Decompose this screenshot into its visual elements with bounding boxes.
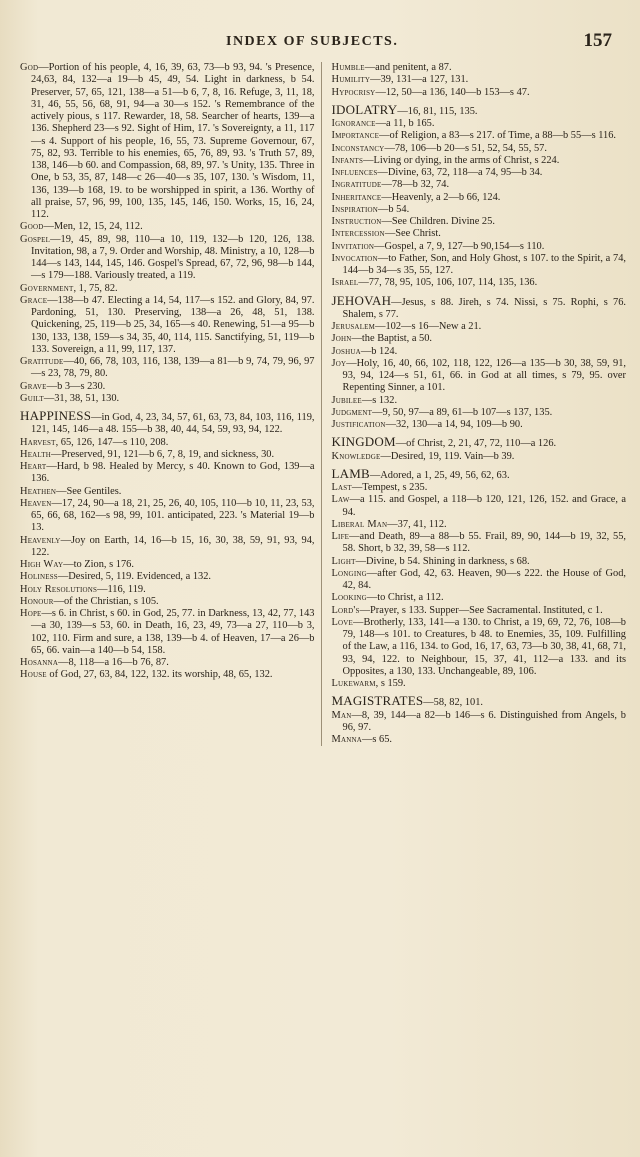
entry-references: —a 115. and Gospel, a 118—b 120, 121, 126, 152. and Grace, a 94. (342, 494, 626, 518)
index-entry (332, 277, 627, 289)
index-entry (332, 482, 627, 494)
entry-heading: Knowledge (331, 450, 381, 462)
index-entry (332, 192, 627, 204)
index-entry (20, 449, 315, 461)
entry-heading: Lukewarm (331, 678, 376, 689)
index-entry (20, 584, 315, 596)
entry-references: —31, 38, 51, 130. (43, 392, 120, 404)
index-entry (332, 519, 627, 531)
entry-heading: Good (20, 221, 44, 233)
entry-references: —Men, 12, 15, 24, 112. (43, 221, 143, 233)
entry-heading: Holy Resolutions (20, 583, 98, 595)
index-entry (332, 531, 627, 556)
page-header (0, 30, 640, 50)
index-entry (332, 592, 627, 604)
entry-references: , 1, 75, 82. (73, 282, 118, 294)
entry-references: —Tempest, s 235. (351, 482, 428, 493)
index-entry (332, 253, 627, 278)
entry-references: , s 159. (375, 678, 406, 689)
index-entry (20, 356, 315, 381)
left-column (20, 62, 322, 746)
entry-references: —Portion of his people, 4, 16, 39, 63, 73—b 93, 94. 's Presence, 24,63, 84, 132—a 19—b 45, 49, 54. Light in darkness, b 54. Preserver, 57, 65, 121, 138—a 51—b 6, 7, 8, 16. Refuge, 3, 11, 18, 31, 46, 55, 56, 68, 91, 94—a 30—s 152. 's Remembrance of the actively pious, s 117. Rewarder, 18, 58. Searcher of hearts, 139—a 136. Shepherd 23—s 92. Sight of Him, 17. 's Sovereignty, a 11, 117—s 4. Support of his people, 16, 55, 73. Supreme Governour, 67, 75, 82, 93. Terrible to his enemies, 65, 76, 89, 93. 's Truth 57, 89, 138, 146—b 60. and Compassion, 68, 89, 97. 's Unity, 135. Three in One, b 53, 35, 87, 148—c 26—40—s 35, 107, 130. 's Wisdom, 11, 136, 139—b 168, 19. to be worshipped in spirit, a 136. Worthy of all praise, 57, 96, 99, 100, 135, 145, 146, 150. Works, 15, 16, 24, 112. (31, 62, 315, 220)
entry-references: —Preserved, 91, 121—b 6, 7, 8, 19, and sickness, 30. (51, 448, 275, 460)
entry-heading: Ignorance (331, 118, 376, 129)
entry-references: , 65, 126, 147—s 110, 208. (55, 436, 169, 448)
index-entry (332, 228, 627, 240)
entry-heading: Guilt (20, 392, 44, 404)
entry-heading: Joshua (331, 345, 361, 357)
entry-heading: Infants (331, 154, 364, 166)
entry-heading: Liberal Man (331, 518, 388, 530)
entry-references: —9, 50, 97—a 89, 61—b 107—s 137, 135. (372, 406, 553, 418)
entry-references: —40, 66, 78, 103, 116, 138, 139—a 81—b 9, 74, 79, 96, 97—s 23, 78, 79, 80. (31, 356, 315, 380)
index-entry (20, 571, 315, 583)
entry-references: —to Christ, a 112. (366, 592, 444, 604)
right-column (330, 62, 627, 746)
entry-references: —s 132. (361, 394, 398, 406)
index-entry (332, 710, 627, 735)
entry-references: —See Gentiles. (56, 485, 122, 497)
index-entry (20, 535, 315, 560)
index-entry (332, 451, 627, 463)
entry-references: —s 6. in Christ, s 60. in God, 25, 77. in Darkness, 13, 42, 77, 143—a 30, 139—s 53, 60. in Death, 16, 23, 49, 73—a 27, 110—b 3, 102, 110. Firm and sure, a 138, 139—b 4. of Heaven, 17—a 26—b 65, 66. vain—a 140—b 54, 158. (31, 608, 315, 656)
index-entry (331, 465, 627, 482)
entry-references: —78, 106—b 20—s 51, 52, 54, 55, 57. (384, 142, 547, 154)
entry-references: —Jesus, s 88. Jireh, s 74. Nissi, s 75. Rophi, s 76. Shalem, s 77. (342, 296, 626, 320)
entry-heading: Intercession (331, 228, 385, 240)
index-entry (332, 734, 627, 746)
index-entry (332, 617, 627, 678)
index-entry (20, 608, 315, 657)
entry-heading: Ingratitude (331, 179, 382, 191)
index-entry (332, 358, 627, 395)
index-entry (332, 143, 627, 155)
entry-heading: Gratitude (20, 356, 64, 367)
entry-references: —Divine, 63, 72, 118—a 74, 95—b 34. (377, 167, 543, 178)
index-entry (20, 381, 315, 393)
entry-references: —in God, 4, 23, 34, 57, 61, 63, 73, 84, 103, 116, 119, 121, 145, 146—a 48. 155—b 38, 40, 44, 54, 59, 93, 94, 122. (31, 412, 315, 436)
entry-heading: Hypocrisy (331, 86, 376, 98)
entry-heading: Holiness (20, 571, 58, 583)
index-entry (20, 486, 315, 498)
entry-heading: Humble (331, 62, 365, 73)
entry-references: —See Children. Divine 25. (381, 216, 495, 227)
entry-references: —Holy, 16, 40, 66, 102, 118, 122, 126—a 135—b 30, 38, 59, 91, 93, 94, 124—s 51, 61, 66. in God at all times, s 79, 95. over Repenting Sinner, a 101. (342, 357, 626, 394)
entry-heading: Lord's (331, 604, 360, 616)
index-entry (20, 657, 315, 669)
entry-references: —b 124. (360, 345, 398, 357)
entry-references: —of the Christian, s 105. (53, 595, 159, 607)
entry-heading: High Way (20, 559, 64, 570)
index-entry (20, 62, 315, 221)
entry-heading: Influences (331, 167, 378, 178)
entry-references: —Living or dying, in the arms of Christ, s 224. (363, 154, 560, 166)
entry-references: —102—s 16—New a 21. (375, 321, 482, 332)
entry-heading: MAGISTRATES (331, 693, 424, 709)
entry-references: —See Christ. (384, 228, 441, 240)
entry-references: —s 65. (361, 734, 392, 745)
entry-heading: Grace (20, 294, 48, 306)
entry-references: —b 3—s 230. (46, 380, 106, 392)
entry-heading: Harvest (20, 436, 56, 448)
entry-references: —Divine, b 54. Shining in darkness, s 68. (355, 555, 530, 567)
index-entry (332, 167, 627, 179)
entry-references: —116, 119. (97, 583, 146, 595)
index-entry (332, 436, 627, 450)
entry-references: —37, 41, 112. (387, 518, 447, 530)
entry-heading: Gospel (20, 233, 51, 245)
entry-heading: Israel (331, 277, 359, 289)
index-entry (332, 568, 627, 593)
index-columns (20, 62, 626, 746)
index-entry (332, 216, 627, 228)
index-entry (20, 669, 315, 681)
entry-references: —to Father, Son, and Holy Ghost, s 107. to the Spirit, a 74, 144—b 34—s 35, 55, 127. (342, 252, 626, 276)
index-entry (332, 130, 627, 142)
index-entry (331, 101, 627, 118)
index-entry (332, 395, 627, 407)
index-entry (332, 62, 627, 74)
entry-references: —8, 118—a 16—b 76, 87. (58, 657, 169, 668)
entry-heading: Love (331, 616, 354, 628)
index-entry (332, 321, 627, 333)
index-entry (332, 333, 627, 345)
entry-heading: Last (331, 482, 352, 493)
entry-references: —Brotherly, 133, 141—a 130. to Christ, a 19, 69, 72, 76, 108—b 79, 148—s 101. to Creatures, b 48. to Enemies, 35, 109. Fulfilling of the Law, a 116, 134. to God, 16, 17, 63, 73—b 30, 38, 41, 68, 71, 93, 94, 122. to Neighbour, 15, 37, 41, 112—a 133. and its Opposites, a 130, 133. Unchangeable, 89, 106. (342, 616, 626, 677)
entry-heading: HAPPINESS (20, 408, 92, 423)
entry-references: —Prayer, s 133. Supper—See Sacramental. Instituted, c 1. (359, 604, 603, 616)
entry-heading: House (20, 669, 47, 681)
entry-heading: Invitation (331, 240, 375, 252)
index-entry (20, 283, 315, 295)
entry-heading: Grave (20, 380, 47, 392)
entry-heading: Justification (331, 419, 386, 430)
entry-references: —Desired, 5, 119. Evidenced, a 132. (57, 571, 212, 583)
index-entry (332, 678, 627, 690)
entry-references: —8, 39, 144—a 82—b 146—s 6. Distinguished from Angels, b 96, 97. (342, 709, 626, 733)
index-entry (20, 498, 315, 535)
index-entry (332, 87, 627, 99)
entry-references: —78—b 32, 74. (381, 179, 450, 191)
entry-heading: Government (20, 282, 74, 294)
entry-references: —a 11, b 165. (375, 118, 435, 129)
entry-references: —of Religion, a 83—s 217. of Time, a 88—b 55—s 116. (379, 130, 617, 142)
entry-heading: Importance (331, 130, 380, 142)
index-entry (332, 204, 627, 216)
entry-references: —and penitent, a 87. (364, 62, 452, 73)
page-title: INDEX OF SUBJECTS. (226, 34, 399, 49)
entry-references: —19, 45, 89, 98, 110—a 10, 119, 132—b 120, 126, 138. Invitation, 98, a 7, 9. Order and Worship, 48. Ministry, a 10, 128—b 144—s 143, 144, 145, 146. Gospel's Spread, 67, 72, 96, 98—b 144,—s 179—188. Variously treated, a 119. (31, 233, 315, 282)
index-entry (20, 559, 315, 571)
index-entry (332, 556, 627, 568)
index-entry (332, 605, 627, 617)
entry-references: —Heavenly, a 2—b 66, 124. (381, 191, 501, 203)
entry-heading: Looking (331, 592, 367, 604)
index-entry (20, 221, 315, 233)
index-entry (332, 419, 627, 431)
entry-references: —58, 82, 101. (423, 697, 484, 709)
entry-heading: God (20, 62, 39, 73)
entry-references: —and Death, 89—a 88—b 55. Frail, 89, 90, 144—b 19, 32, 55, 58. Short, b 32, 39, 58—s 112. (342, 531, 626, 555)
index-entry (332, 179, 627, 191)
entry-references: —12, 50—a 136, 140—b 153—s 47. (375, 86, 530, 98)
entry-heading: Heart (20, 461, 47, 472)
entry-heading: Instruction (331, 216, 382, 227)
entry-heading: Jerusalem (331, 321, 376, 332)
entry-heading: Inconstancy (331, 142, 385, 154)
entry-heading: JEHOVAH (331, 292, 392, 308)
index-entry (332, 241, 627, 253)
index-entry (332, 155, 627, 167)
index-entry (20, 393, 315, 405)
entry-heading: Longing (331, 567, 367, 579)
entry-references: of God, 27, 63, 84, 122, 132. its worship, 48, 65, 132. (46, 669, 273, 681)
entry-references: —77, 78, 95, 105, 106, 107, 114, 135, 136. (358, 277, 538, 289)
entry-heading: Heavenly (20, 534, 61, 546)
entry-references: —138—b 47. Electing a 14, 54, 117—s 152. and Glory, 84, 97. Pardoning, 51, 130. Preserving, 138—a 26, 48, 51, 138. Quickening, 25, 119—b 25, 34, 165—s 40. Renewing, 51—a 95—b 130, 133, 138, 159—s 34, 35, 40, 114, 115. Sanctifying, 51, 119—b 133. Sovereign, a 11, 99, 117, 137. (31, 294, 315, 355)
index-entry (332, 346, 627, 358)
entry-references: —32, 130—a 14, 94, 109—b 90. (385, 419, 523, 430)
entry-references: —Adored, a 1, 25, 49, 56, 62, 63. (369, 469, 510, 481)
entry-heading: Joy (331, 357, 347, 369)
entry-heading: Honour (20, 595, 54, 607)
entry-references: —Hard, b 98. Healed by Mercy, s 40. Known to God, 139—a 136. (31, 461, 315, 485)
index-entry (20, 437, 315, 449)
index-entry (332, 407, 627, 419)
entry-heading: Judgment (331, 406, 373, 418)
index-entry (20, 234, 315, 283)
index-entry (20, 596, 315, 608)
entry-heading: Heaven (20, 497, 52, 509)
index-entry (332, 118, 627, 130)
entry-heading: LAMB (331, 465, 370, 481)
index-entry (332, 494, 627, 519)
entry-references: —to Zion, s 176. (63, 559, 134, 570)
entry-references: —the Baptist, a 50. (351, 333, 433, 345)
index-entry (20, 295, 315, 356)
entry-heading: Light (331, 555, 356, 567)
entry-heading: Heathen (20, 485, 57, 497)
entry-references: —after God, 42, 63. Heaven, 90—s 222. the House of God, 42, 84. (342, 567, 626, 591)
entry-references: —Desired, 19, 119. Vain—b 39. (380, 450, 515, 462)
entry-heading: Law (331, 494, 350, 506)
entry-heading: IDOLATRY (331, 101, 398, 117)
index-entry (20, 410, 315, 437)
entry-heading: John (331, 333, 352, 345)
entry-references: —Joy on Earth, 14, 16—b 15, 16, 30, 38, 59, 91, 93, 94, 122. (31, 534, 315, 558)
index-entry (332, 74, 627, 86)
entry-references: —17, 24, 90—a 18, 21, 25, 26, 40, 105, 110—b 10, 11, 23, 53, 65, 66, 68, 162—s 98, 99, 101. anticipated, 223. 's Material 19—b 13. (31, 497, 315, 534)
entry-references: —Gospel, a 7, 9, 127—b 90,154—s 110. (374, 240, 545, 252)
entry-heading: Hosanna (20, 657, 59, 668)
page-number: 157 (583, 30, 612, 51)
entry-heading: Invocation (331, 252, 378, 264)
entry-references: —16, 81, 115, 135. (397, 105, 478, 117)
index-entry (20, 461, 315, 486)
entry-heading: Life (331, 531, 350, 542)
entry-heading: Inheritance (331, 191, 382, 203)
entry-heading: Humility (331, 74, 371, 86)
index-entry (332, 695, 627, 709)
entry-heading: Man (331, 709, 352, 721)
entry-heading: Jubilee (331, 394, 362, 406)
entry-references: —39, 131—a 127, 131. (370, 74, 469, 86)
entry-heading: Inspiration (331, 203, 378, 215)
entry-references: —of Christ, 2, 21, 47, 72, 110—a 126. (395, 438, 557, 450)
entry-heading: KINGDOM (331, 434, 396, 450)
entry-heading: Hope (20, 608, 42, 619)
entry-heading: Health (20, 448, 51, 460)
entry-references: —b 54. (378, 203, 410, 215)
entry-heading: Manna (331, 734, 362, 745)
index-entry (331, 292, 627, 322)
